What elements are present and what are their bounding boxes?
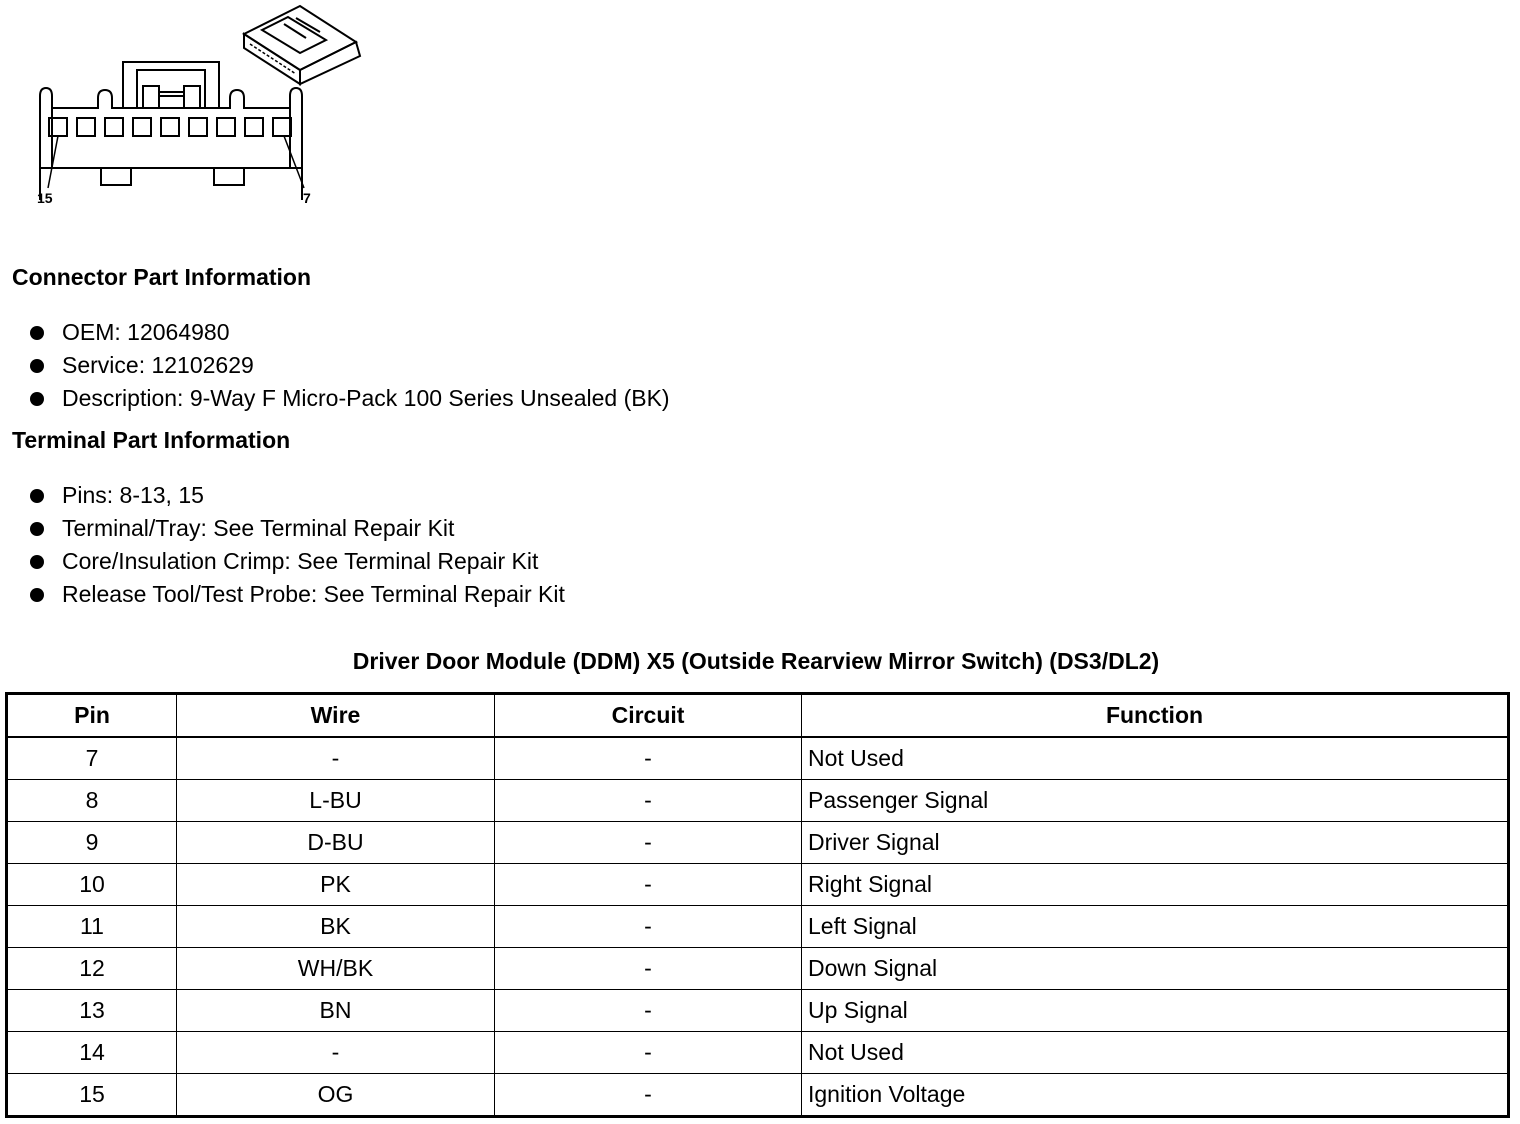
cell-wire: - <box>177 737 495 780</box>
list-item <box>28 479 565 512</box>
cell-pin: 11 <box>7 906 177 948</box>
header-pin: Pin <box>7 694 177 738</box>
list-item-text: OEM: 12064980 <box>62 319 230 345</box>
pin-label-7: 7 <box>303 190 311 206</box>
list-item-text: Release Tool/Test Probe: See Terminal Repair Kit <box>62 581 565 607</box>
terminal-part-list <box>28 479 565 611</box>
cell-function: Left Signal <box>802 906 1509 948</box>
list-item <box>28 578 565 611</box>
cell-circuit: - <box>495 737 802 780</box>
table-caption: Driver Door Module (DDM) X5 (Outside Rearview Mirror Switch) (DS3/DL2) <box>352 648 1160 674</box>
bullet-icon <box>30 392 44 406</box>
table-row <box>7 948 1509 990</box>
table-row <box>7 1032 1509 1074</box>
header-function: Function <box>802 694 1509 738</box>
table-row <box>7 780 1509 822</box>
connector-part-title: Connector Part Information <box>12 264 312 290</box>
cell-function: Down Signal <box>802 948 1509 990</box>
list-item-text: Terminal/Tray: See Terminal Repair Kit <box>62 515 455 541</box>
cell-pin: 14 <box>7 1032 177 1074</box>
table-row <box>7 906 1509 948</box>
cell-function: Right Signal <box>802 864 1509 906</box>
cell-function: Passenger Signal <box>802 780 1509 822</box>
connector-diagram <box>0 0 380 220</box>
terminal-part-title: Terminal Part Information <box>12 427 291 453</box>
cell-wire: WH/BK <box>177 948 495 990</box>
connector-iso-illustration <box>244 6 360 84</box>
cell-wire: - <box>177 1032 495 1074</box>
cell-circuit: - <box>495 864 802 906</box>
cell-circuit: - <box>495 822 802 864</box>
cell-pin: 7 <box>7 737 177 780</box>
cell-wire: OG <box>177 1074 495 1117</box>
bullet-icon <box>30 588 44 602</box>
table-row <box>7 737 1509 780</box>
cell-circuit: - <box>495 990 802 1032</box>
list-item <box>28 316 670 349</box>
cell-circuit: - <box>495 1074 802 1117</box>
cell-wire: BN <box>177 990 495 1032</box>
cell-wire: BK <box>177 906 495 948</box>
bullet-icon <box>30 555 44 569</box>
pin-table <box>5 692 1510 1118</box>
header-wire: Wire <box>177 694 495 738</box>
cell-pin: 8 <box>7 780 177 822</box>
cell-function: Not Used <box>802 1032 1509 1074</box>
list-item <box>28 545 565 578</box>
table-row <box>7 864 1509 906</box>
list-item <box>28 349 670 382</box>
list-item <box>28 512 565 545</box>
cell-circuit: - <box>495 780 802 822</box>
bullet-icon <box>30 522 44 536</box>
cell-circuit: - <box>495 906 802 948</box>
cell-pin: 10 <box>7 864 177 906</box>
list-item <box>28 382 670 415</box>
cell-wire: L-BU <box>177 780 495 822</box>
cell-wire: D-BU <box>177 822 495 864</box>
cell-pin: 13 <box>7 990 177 1032</box>
pin-label-15: 15 <box>37 190 53 206</box>
cell-circuit: - <box>495 1032 802 1074</box>
cell-pin: 12 <box>7 948 177 990</box>
cell-pin: 9 <box>7 822 177 864</box>
table-row <box>7 822 1509 864</box>
cell-function: Not Used <box>802 737 1509 780</box>
bullet-icon <box>30 359 44 373</box>
cell-circuit: - <box>495 948 802 990</box>
bullet-icon <box>30 326 44 340</box>
table-header-row <box>7 694 1509 738</box>
table-row <box>7 1074 1509 1117</box>
list-item-text: Service: 12102629 <box>62 352 254 378</box>
header-circuit: Circuit <box>495 694 802 738</box>
list-item-text: Core/Insulation Crimp: See Terminal Repair Kit <box>62 548 539 574</box>
list-item-text: Pins: 8-13, 15 <box>62 482 204 508</box>
bullet-icon <box>30 489 44 503</box>
cell-pin: 15 <box>7 1074 177 1117</box>
list-item-text: Description: 9-Way F Micro-Pack 100 Series Unsealed (BK) <box>62 385 670 411</box>
connector-part-list <box>28 316 670 415</box>
cell-function: Up Signal <box>802 990 1509 1032</box>
cell-function: Ignition Voltage <box>802 1074 1509 1117</box>
connector-face <box>40 62 304 200</box>
cell-wire: PK <box>177 864 495 906</box>
table-row <box>7 990 1509 1032</box>
cell-function: Driver Signal <box>802 822 1509 864</box>
